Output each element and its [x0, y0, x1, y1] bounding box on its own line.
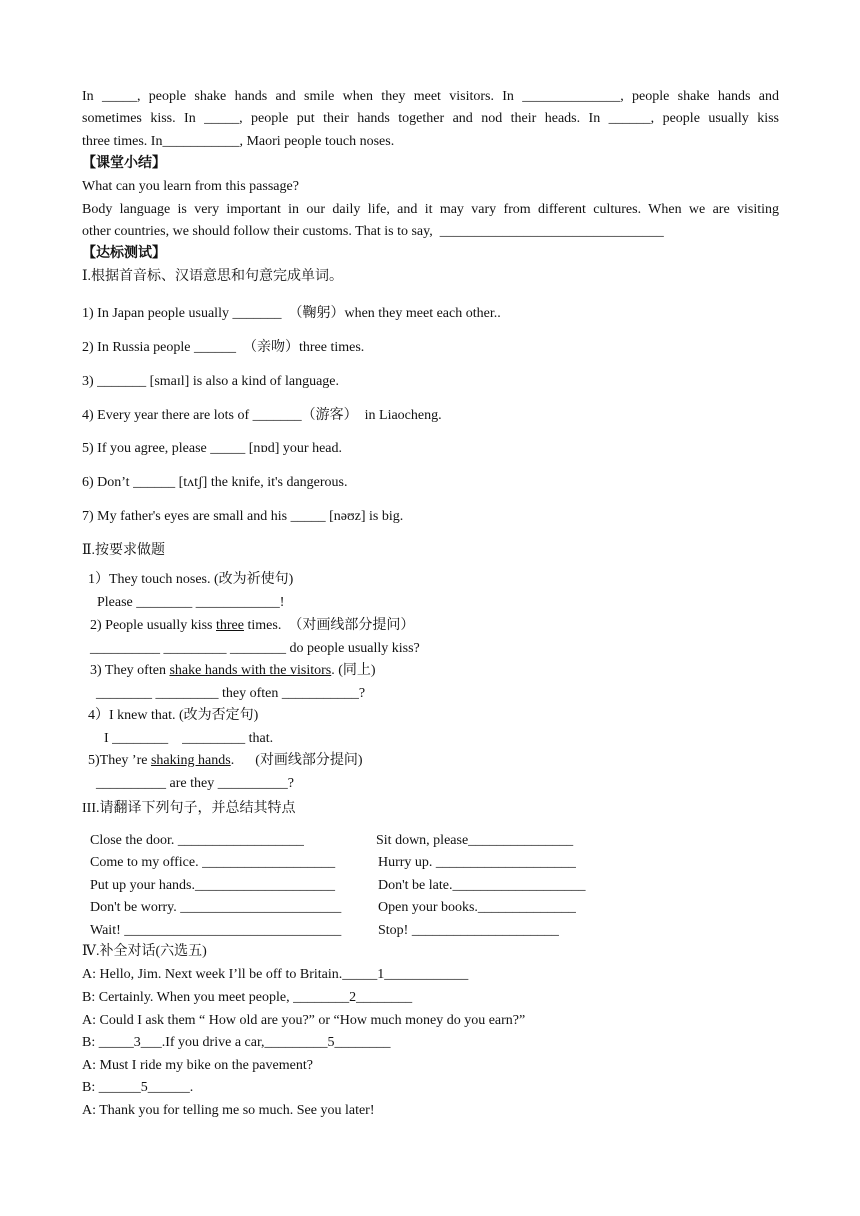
question-text: 3) They often — [90, 663, 170, 678]
translate-right: Hurry up. ____________________ — [378, 855, 576, 870]
dialogue-line: B: Certainly. When you meet people, ________2________ — [82, 990, 413, 1005]
part3-title: III.请翻译下列句子，并总结其特点 — [82, 801, 296, 816]
part2-answer-4: I ________ _________ that. — [104, 731, 274, 746]
part2-title: Ⅱ.按要求做题 — [82, 543, 166, 558]
dialogue-line: B: _____3___.If you drive a car,_________5________ — [82, 1035, 391, 1050]
part1-item: 2) In Russia people ______ （亲吻）three times. — [82, 340, 365, 355]
part2-answer-3: ________ _________ they often ___________? — [96, 686, 366, 701]
summary-heading: 【课堂小结】 — [82, 156, 166, 171]
passage-line-1: In _____, people shake hands and smile when they meet visitors. In ______________, people shake hands and — [82, 89, 779, 104]
translate-left: Don't be worry. _______________________ — [90, 900, 342, 915]
part2-answer-2: __________ _________ ________ do people usually kiss? — [90, 641, 420, 656]
passage-line-2: sometimes kiss. In _____, people put their hands together and nod their heads. In ______, people usually kiss — [82, 111, 779, 126]
part2-answer-1: Please ________ ____________! — [97, 595, 285, 610]
translate-left: Come to my office. ___________________ — [90, 855, 336, 870]
part2-question-3 — [90, 662, 376, 680]
underlined-phrase: shake hands with the visitors — [169, 663, 332, 678]
summary-question: What can you learn from this passage? — [82, 179, 299, 194]
translate-right: Sit down, please_______________ — [376, 833, 574, 848]
translate-right: Stop! _____________________ — [378, 923, 559, 938]
part1-item: 1) In Japan people usually _______ （鞠躬）when they meet each other.. — [82, 306, 501, 321]
dialogue-line: A: Thank you for telling me so much. See you later! — [82, 1103, 375, 1118]
translate-left: Put up your hands.____________________ — [90, 878, 335, 893]
question-text: . (对画线部分提问) — [230, 753, 363, 768]
part4-title: Ⅳ.补全对话(六选五) — [82, 944, 207, 959]
translate-left: Wait! _______________________________ — [90, 923, 342, 938]
question-text: 5)They ’re — [88, 753, 151, 768]
translate-right: Don't be late.___________________ — [378, 878, 586, 893]
part2-answer-5: __________ are they __________? — [96, 776, 294, 791]
part2-question-1: 1）They touch noses. (改为祈使句) — [88, 572, 294, 587]
part2-question-4: 4）I knew that. (改为否定句) — [88, 708, 259, 723]
summary-line-2: other countries, we should follow their customs. That is to say, ________________________________ — [82, 224, 664, 239]
part2-question-2 — [90, 617, 414, 635]
part1-item: 5) If you agree, please _____ [nɒd] your head. — [82, 441, 343, 456]
dialogue-line: A: Must I ride my bike on the pavement? — [82, 1058, 313, 1073]
part1-title: Ⅰ.根据首音标、汉语意思和句意完成单词。 — [82, 269, 344, 284]
question-text: times. （对画线部分提问） — [243, 618, 415, 633]
part1-item: 4) Every year there are lots of _______（游客） in Liaocheng. — [82, 408, 442, 423]
part1-item: 3) _______ [smaɪl] is also a kind of language. — [82, 374, 340, 389]
underlined-word: three — [216, 618, 244, 633]
dialogue-line: B: ______5______. — [82, 1080, 194, 1095]
passage-line-3: three times. In___________, Maori people touch noses. — [82, 134, 395, 149]
question-text: . (同上) — [331, 663, 376, 678]
underlined-phrase: shaking hands — [150, 753, 231, 768]
translate-right: Open your books.______________ — [378, 900, 576, 915]
translate-left: Close the door. __________________ — [90, 833, 304, 848]
question-text: 2) People usually kiss — [90, 618, 216, 633]
part1-item: 6) Don’t ______ [tʌtʃ] the knife, it's dangerous. — [82, 475, 348, 490]
test-heading: 【达标测试】 — [82, 246, 166, 261]
summary-line-1: Body language is very important in our daily life, and it may vary from different cultures. When we are visiting — [82, 202, 779, 217]
dialogue-line: A: Hello, Jim. Next week I’ll be off to Britain._____1____________ — [82, 967, 469, 982]
part1-item: 7) My father's eyes are small and his _____ [nəʊz] is big. — [82, 509, 404, 524]
dialogue-line: A: Could I ask them “ How old are you?” or “How much money do you earn?” — [82, 1013, 526, 1028]
part2-question-5 — [88, 752, 363, 770]
